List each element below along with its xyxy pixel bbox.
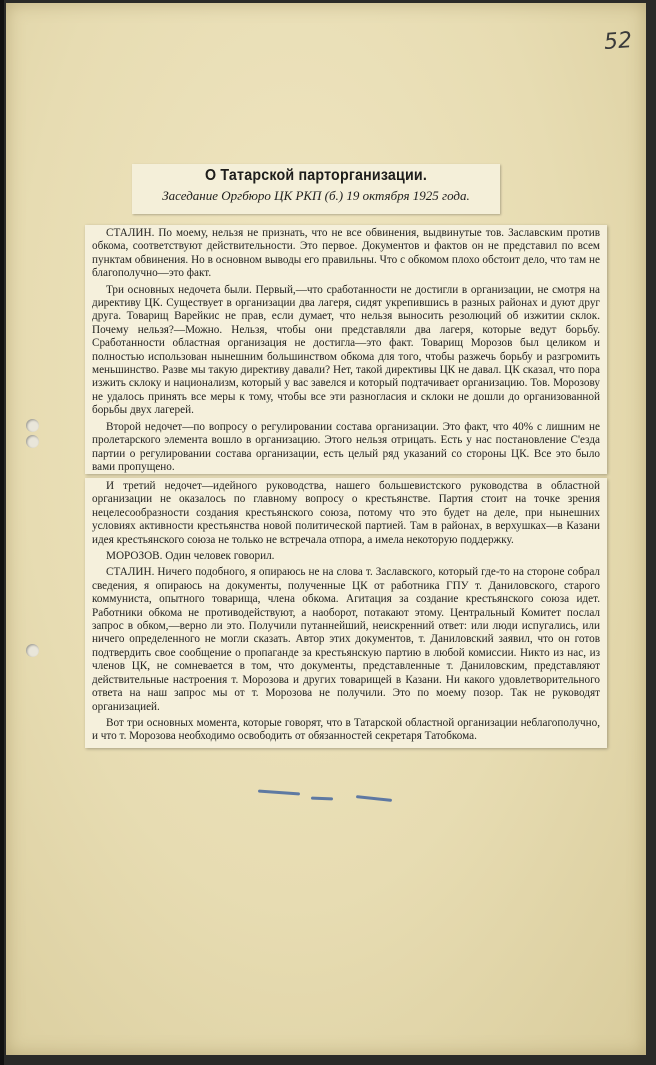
paragraph: МОРОЗОВ. Один человек говорил. [106, 550, 275, 563]
paragraph: СТАЛИН. Ничего подобного, я опираюсь не на слова т. Заславского, который где-то на стороне собрал сведения, я опираюсь на документы, полученные ЦК от работника ГПУ т. Даниловского, старого коммуниста, опытного товарища, члена обкома. Агитация за создание крестьянского союза идет. Работники обкома не противодействуют, а наоборот, потакают этому. Центральный Комитет послал запрос в обком,—верно ли это. Получили путаннейший, неискренний ответ: или люди испугались, или ничего определенного не могли сказать. Автор этих документов, т. Даниловский заявил, что он готов подтвердить свое сообщение о пропаганде за крестьянскую партию в любой комиссии. Никто из нас, из членов ЦК, не сомневается в том, что документы, представленные т. Даниловским, представляют действительные настроения т. Морозова и других товарищей в Казани. Ни какого удовлетворительного ответа на наш запрос мы от т. Морозова не получили. Это по моему позор. Так не руководят организацией. [92, 566, 600, 713]
punch-hole [26, 435, 39, 448]
punch-hole [26, 644, 39, 657]
document-title: О Татарской парторганизации. [204, 167, 428, 184]
text-clipping-2 [85, 478, 607, 748]
document-subtitle: Заседание Оргбюро ЦК РКП (б.) 19 октября 1925 года. [162, 188, 470, 203]
punch-hole [26, 419, 39, 432]
paragraph: СТАЛИН. По моему, нельзя не признать, что не все обвинения, выдвинутые тов. Заславским против обкома, соответствуют действительности. Это первое. Документов и фактов он не представил по всем пунктам обвинения. Но в основном выводы его правильны. Что с обкомом плохо обстоит дело, что там не благополучно—это факт. [92, 227, 600, 280]
paragraph: Вот три основных момента, которые говорят, что в Татарской областной организации неблагополучно, и что т. Морозова необходимо освободить от обязанностей секретаря Татобкома. [92, 716, 600, 743]
paragraph: Три основных недочета были. Первый,—что сработанности не достигли в организации, не смотря на директиву ЦК. Существует в организации два лагеря, сидят укрепившись в разных районах и дуют друг друга. Товарищ Варейкис не прав, если думает, что нельзя выносить резолюций об изжитии склок. Почему нельзя?—Можно. Нельзя, чтобы они представляли два лагеря, которые ведут борьбу. Сработанности областная организация не достигла—это факт. Товарищ Морозов был целиком и полностью использован нынешним большинством обкома для того, чтобы разжечь борьбу и разгромить меньшинство. Разве мы такую директиву давали? Нет, такой директивы ЦК не давал. ЦК сказал, что пора изжить склоку и национализм, который у вас завелся и который подтачивает организацию. Тов. Морозову не удалось принять все меры к тому, чтобы все эти разногласия и склоки не дошли до организованной борьбы двух лагерей. [92, 283, 600, 417]
title-clipping [132, 164, 500, 214]
ink-mark [258, 790, 300, 796]
paragraph: И третий недочет—идейного руководства, нашего большевистского руководства в областной организации не оказалось по главному вопросу о крестьянстве. Партия стоит на точке зрения нецелесообразности создания крестьянского союза, потому что это будет на деле, при нынешних условиях активности крестьянства новой политической партией. Там в районах, в верхушках—в Казани идея крестьянского союза не только не встречала отпора, а имела некоторую поддержку. [92, 480, 600, 546]
text-clipping-1 [85, 225, 607, 474]
ink-mark [356, 795, 392, 802]
paragraph: Второй недочет—по вопросу о регулировании состава организации. Это факт, что 40% с лишним не пролетарского элемента вошло в организацию. Этого нельзя отрицать. Есть у нас постановление С'езда партии о регулировании состава организации, есть целый ряд указаний со стороны ЦК. Все это было вами пропущено. [92, 420, 600, 473]
archive-sheet [6, 3, 646, 1055]
scan-edge [0, 0, 4, 1065]
page-number: 52 [603, 28, 633, 55]
ink-mark [311, 797, 333, 801]
